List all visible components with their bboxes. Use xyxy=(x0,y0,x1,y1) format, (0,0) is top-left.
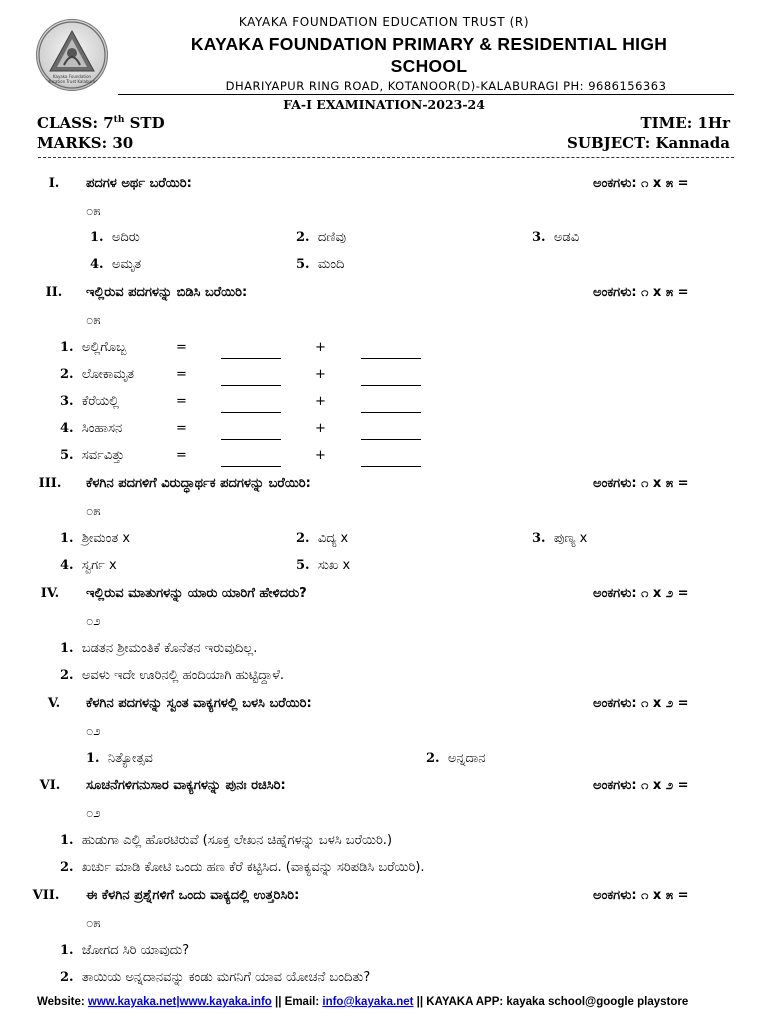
class-sup: th xyxy=(113,115,125,125)
question-text: ಕೆಳಗಿನ ಪದಗಳಿಗೆ ವಿರುದ್ಧಾರ್ಥಕ ಪದಗಳನ್ನು ಬರೆಯಿರಿ: xyxy=(86,476,311,491)
item-number: 1. xyxy=(60,833,74,848)
list-item xyxy=(60,394,119,409)
equals-sign: = xyxy=(176,421,187,436)
question-number: VII. xyxy=(32,888,60,903)
list-item xyxy=(532,230,579,245)
list-item xyxy=(60,367,134,382)
question-text: ಸೂಚನೆಗಳಿಗನುಸಾರ ವಾಕ್ಯಗಳನ್ನು ಪುನಃ ರಚಿಸಿರಿ: xyxy=(86,778,286,793)
answer-blank[interactable] xyxy=(361,421,421,440)
question-sub: ೦೫ xyxy=(86,204,101,219)
item-text: ಖರ್ಚು ಮಾಡಿ ಕೋಟಿ ಒಂದು ಹಣ ಕೆರೆ ಕಟ್ಟಿಸಿದ. (ವಾಕ್ಯವನ್ನು ಸರಿಪಡಿಸಿ ಬರೆಯಿರಿ). xyxy=(81,860,425,875)
item-text: ಸುಖ x xyxy=(317,558,351,573)
item-text: ಅಡವಿ xyxy=(553,230,580,245)
list-item xyxy=(60,558,117,573)
plus-sign: + xyxy=(315,340,326,355)
question-text: ಈ ಕೆಳಗಿನ ಪ್ರಶ್ನೆಗಳಿಗೆ ಒಂದು ವಾಕ್ಯದಲ್ಲಿ ಉತ್ತರಿಸಿರಿ: xyxy=(86,888,300,903)
item-text: ಲೋಕಾಮೃತ xyxy=(81,367,135,382)
school-name-line1: KAYAKA FOUNDATION PRIMARY & RESIDENTIAL HIGH xyxy=(190,34,668,54)
list-item xyxy=(296,558,350,573)
answer-blank[interactable] xyxy=(361,448,421,467)
list-item xyxy=(426,751,486,766)
class-suffix: STD xyxy=(124,114,165,132)
plus-sign: + xyxy=(315,394,326,409)
item-number: 5. xyxy=(296,558,310,573)
question-sub: ೦೫ xyxy=(86,313,101,328)
list-item xyxy=(90,230,140,245)
question-sub: ೦೨ xyxy=(86,614,101,629)
subject-info: SUBJECT: Kannada xyxy=(567,134,730,152)
question-marks: ಅಂಕಗಳು: ೧ x ೨ = xyxy=(593,778,689,793)
item-number: 2. xyxy=(296,531,310,546)
question-number: VI. xyxy=(39,778,61,793)
item-text: ತಾಯಿಯ ಅನ್ನದಾನವನ್ನು ಕಂಡು ಮಗನಿಗೆ ಯಾವ ಯೋಚನೆ ಬಂದಿತು? xyxy=(81,970,371,985)
list-item xyxy=(60,531,130,546)
answer-blank[interactable] xyxy=(221,421,281,440)
item-number: 1. xyxy=(60,943,74,958)
item-text: ಅಲ್ಲಿಗೊಬ್ಬ xyxy=(81,340,127,355)
logo-text-line1: Kayaka Foundation xyxy=(52,74,92,79)
question-marks: ಅಂಕಗಳು: ೧ x ೫ = xyxy=(593,476,689,491)
question-number: V. xyxy=(47,696,61,711)
list-item xyxy=(60,641,257,656)
question-marks: ಅಂಕಗಳು: ೧ x ೫ = xyxy=(593,888,689,903)
equals-sign: = xyxy=(176,394,187,409)
item-number: 2. xyxy=(60,970,74,985)
website-separator: | xyxy=(176,996,180,1008)
item-number: 4. xyxy=(60,558,74,573)
answer-blank[interactable] xyxy=(221,367,281,386)
class-info xyxy=(37,114,165,132)
equals-sign: = xyxy=(176,448,187,463)
list-item xyxy=(60,340,126,355)
list-item xyxy=(296,531,348,546)
list-item xyxy=(60,943,189,958)
item-number: 4. xyxy=(60,421,74,436)
item-number: 1. xyxy=(60,641,74,656)
item-number: 2. xyxy=(426,751,440,766)
item-text: ಕೆರೆಯಲ್ಲಿ xyxy=(81,394,119,409)
equals-sign: = xyxy=(176,340,187,355)
item-number: 5. xyxy=(60,448,74,463)
item-number: 4. xyxy=(90,257,104,272)
item-text: ಸರ್ವವಿತ್ತು xyxy=(81,448,125,463)
list-item xyxy=(90,257,141,272)
item-text: ದಣಿವು xyxy=(317,230,347,245)
answer-blank[interactable] xyxy=(361,394,421,413)
item-text: ಬಡತನ ಶ್ರೀಮಂತಿಕೆ ಕೊನೆತನ ಇರುವುದಿಲ್ಲ. xyxy=(81,641,258,656)
item-number: 2. xyxy=(60,367,74,382)
plus-sign: + xyxy=(315,421,326,436)
item-text: ನಿತ್ಯೋತ್ಸವ xyxy=(107,751,153,766)
item-text: ಮಂದಿ xyxy=(317,257,345,272)
exam-title: FA-I EXAMINATION-2023-24 xyxy=(283,97,485,112)
school-name-line2: SCHOOL xyxy=(390,56,468,76)
answer-blank[interactable] xyxy=(221,448,281,467)
item-text: ಹುಡುಗಾ ಎಲ್ಲಿ ಹೊರಟಿರುವೆ (ಸೂಕ್ತ ಲೇಖನ ಚಿಹ್ನೆಗಳನ್ನು ಬಳಸಿ ಬರೆಯಿರಿ.) xyxy=(81,833,393,848)
question-marks: ಅಂಕಗಳು: ೧ x ೨ = xyxy=(593,586,689,601)
footer xyxy=(37,996,757,1008)
logo-text-line2: Education Trust Kalaburagi xyxy=(45,79,99,84)
list-item xyxy=(60,833,392,848)
question-number: II. xyxy=(45,285,63,300)
item-text: ಅಮೃತ xyxy=(111,257,142,272)
question-number: I. xyxy=(48,176,60,191)
question-number: III. xyxy=(38,476,62,491)
item-number: 3. xyxy=(60,394,74,409)
question-number: IV. xyxy=(40,586,60,601)
equals-sign: = xyxy=(176,367,187,382)
school-logo xyxy=(36,19,108,91)
list-item xyxy=(60,668,284,683)
item-number: 3. xyxy=(532,531,546,546)
list-item xyxy=(296,230,346,245)
item-text: ಅದಿರು xyxy=(111,230,140,245)
plus-sign: + xyxy=(315,367,326,382)
school-name xyxy=(120,33,738,77)
question-sub: ೦೨ xyxy=(86,806,101,821)
list-item xyxy=(60,421,122,436)
question-text: ಕೆಳಗಿನ ಪದಗಳನ್ನು ಸ್ವಂತ ವಾಕ್ಯಗಳಲ್ಲಿ ಬಳಸಿ ಬರೆಯಿರಿ: xyxy=(86,696,312,711)
trust-name: KAYAKA FOUNDATION EDUCATION TRUST (R) xyxy=(238,15,530,29)
list-item xyxy=(296,257,344,272)
answer-blank[interactable] xyxy=(221,340,281,359)
item-text: ಅವಳು ಇದೇ ಊರಿನಲ್ಲಿ ಹಂದಿಯಾಗಿ ಹುಟ್ಟಿದ್ದಾಳೆ. xyxy=(81,668,285,683)
item-number: 5. xyxy=(296,257,310,272)
item-text: ಸ್ವರ್ಗ x xyxy=(81,558,117,573)
list-item xyxy=(86,751,153,766)
item-number: 2. xyxy=(296,230,310,245)
item-text: ವಿದ್ಯ x xyxy=(317,531,349,546)
question-sub: ೦೫ xyxy=(86,504,101,519)
item-number: 1. xyxy=(86,751,100,766)
answer-blank[interactable] xyxy=(361,367,421,386)
item-number: 1. xyxy=(60,531,74,546)
answer-blank[interactable] xyxy=(361,340,421,359)
list-item xyxy=(532,531,587,546)
list-item xyxy=(60,970,370,985)
item-number: 2. xyxy=(60,668,74,683)
class-label: CLASS: 7 xyxy=(37,114,114,132)
item-number: 2. xyxy=(60,860,74,875)
email-label: || Email: xyxy=(271,996,323,1008)
item-text: ಸಿಂಹಾಸನ xyxy=(81,421,123,436)
item-text: ಶ್ರೀಮಂತ x xyxy=(81,531,131,546)
list-item xyxy=(60,860,425,875)
question-sub: ೦೨ xyxy=(86,724,101,739)
item-number: 3. xyxy=(532,230,546,245)
plus-sign: + xyxy=(315,448,326,463)
website-label: Website: xyxy=(37,996,88,1008)
item-text: ಪುಣ್ಯ x xyxy=(553,531,588,546)
item-text: ಜೋಗದ ಸಿರಿ ಯಾವುದು? xyxy=(81,943,190,958)
question-marks: ಅಂಕಗಳು: ೧ x ೨ = xyxy=(593,696,689,711)
question-marks: ಅಂಕಗಳು: ೧ x ೫ = xyxy=(593,285,689,300)
question-text: ಇಲ್ಲಿರುವ ಮಾತುಗಳನ್ನು ಯಾರು ಯಾರಿಗೆ ಹೇಳಿದರು? xyxy=(86,586,307,601)
email-link[interactable]: info@kayaka.net xyxy=(322,996,414,1008)
address-rule xyxy=(118,94,734,95)
question-sub: ೦೫ xyxy=(86,916,101,931)
website-link-net[interactable]: www.kayaka.net xyxy=(87,996,177,1008)
answer-blank[interactable] xyxy=(221,394,281,413)
question-text: ಇಲ್ಲಿರುವ ಪದಗಳನ್ನು ಬಿಡಿಸಿ ಬರೆಯಿರಿ: xyxy=(86,285,248,300)
school-address: DHARIYAPUR RING ROAD, KOTANOOR(D)-KALABURAGI PH: 9686156363 xyxy=(225,79,667,93)
item-text: ಅನ್ನದಾನ xyxy=(447,751,486,766)
item-number: 1. xyxy=(90,230,104,245)
app-label: || KAYAKA APP: xyxy=(413,996,507,1008)
time-info: TIME: 1Hr xyxy=(640,114,730,132)
question-text: ಪದಗಳ ಅರ್ಥ ಬರೆಯಿರಿ: xyxy=(86,176,192,191)
header-divider xyxy=(38,157,734,158)
marks-info: MARKS: 30 xyxy=(37,134,134,152)
website-link-info[interactable]: www.kayaka.info xyxy=(179,996,272,1008)
app-name: kayaka school@google playstore xyxy=(506,996,689,1008)
list-item xyxy=(60,448,124,463)
item-number: 1. xyxy=(60,340,74,355)
question-marks: ಅಂಕಗಳು: ೧ x ೫ = xyxy=(593,176,689,191)
